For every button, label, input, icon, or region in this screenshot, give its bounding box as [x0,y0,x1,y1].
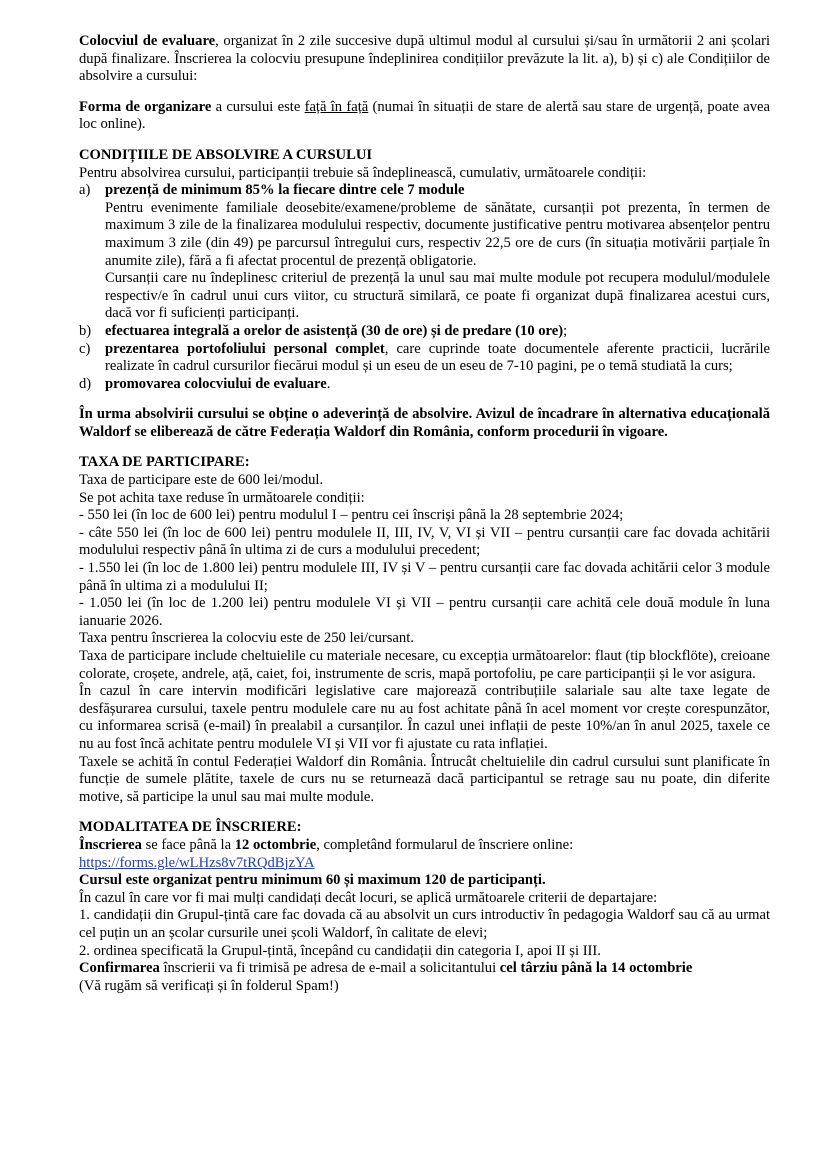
condition-d-rest: . [326,375,331,392]
taxa-line-8: Taxa de participare include cheltuielile cu materiale necesare, cu excepția următoarelor: flaut (tip blockflöte), creioane colorate, croșete, andrele, ață, caiet, foi, instrumente de scris, mapă portofoliu, pe care participanții și le vor asigura. [79,648,771,682]
taxa-line-10: Taxele se achită în contul Federației Waldorf din România. Întrucât cheltuielile din cadrul cursului sunt planificate în funcție de sumele plătite, taxele de curs nu se returnează dacă participantul se retrage sau nu poate, din diferite motive, să participe la unul sau mai multe module. [79,753,770,805]
condition-b [79,323,770,341]
condition-d-bold: promovarea colocviului de evaluare [105,375,327,392]
condition-c-label: c) [79,340,91,357]
confirmare-mid: înscrierii va fi trimisă pe adresa de e-mail a solicitantului [159,960,500,977]
condition-b-label: b) [79,322,92,339]
colocviu-text: , organizat în 2 zile succesive după ultimul modul al cursului și/sau în următorii 2 ani școlari după finalizare. Înscrierea la colocviu presupune îndeplinirea condițiilor prevăzute la lit. a), b) și c) ale Condițiilor de absolvire a cursului: [79,33,771,85]
taxa-line-3: - 550 lei (în loc de 600 lei) pentru modulul I – pentru cei înscriși până la 28 septembrie 2024; [79,507,624,524]
inscriere-bold: Înscrierea [79,836,142,853]
absolvire-heading: CONDIȚIILE DE ABSOLVIRE A CURSULUI [79,146,373,163]
taxa-line-1: Taxa de participare este de 600 lei/modul. [79,472,324,489]
condition-a-p2: Cursanții care nu îndeplinesc criteriul de prezență la unul sau mai multe module pot recupera modulul/modulele respectiv/e în cadrul unui curs viitor, cu structură similară, ce poate fi organizat după finalizarea acestui curs, dacă vor fi suficienți participanți. [105,270,770,322]
inscriere-line-4: 1. candidații din Grupul-țintă care fac dovada că au absolvit un curs introductiv în pedagogia Waldorf sau că au urmat cel puțin un an școlar cursurile unei școli Waldorf, în calitate de elevi; [79,907,770,941]
inscriere-line-6 [79,960,770,978]
condition-a-p1: Pentru evenimente familiale deosebite/examene/probleme de sănătate, cursanții pot prezenta, în termen de maximum 3 zile de la finalizarea modulului respectiv, documente justificative pentru motivarea absențelor pentru maximum 3 zile (din 49) pe parcursul întregului curs, respectiv 22,5 ore de curs (în situația motivării parțiale în anumite zile), fără a fi afectat procentul de prezență obligatorie. [105,199,770,269]
forma-paragraph [79,99,770,134]
taxa-line-6: - 1.050 lei (în loc de 1.200 lei) pentru modulele VI și VII – pentru cursanții care achită cele două module în luna ianuarie 2026. [79,595,770,629]
forma-underline: față în față [304,98,369,115]
condition-a-bold: prezență de minimum 85% la fiecare dintre cele 7 module [105,182,465,199]
condition-a-label: a) [79,182,91,199]
condition-b-rest: ; [563,322,568,339]
condition-c [79,341,770,376]
inscriere-heading: MODALITATEA DE ÎNSCRIERE: [79,819,302,836]
inscriere-rest: , completând formularul de înscriere online: [316,836,574,853]
adeverinta-text: În urma absolvirii cursului se obține o adeverință de absolvire. Avizul de încadrare în alternativa educațională Waldorf se eliberează de către Federația Waldorf din România, conform procedurii în vigoare. [79,406,770,440]
condition-c-bold: prezentarea portofoliului personal complet [105,340,385,357]
forma-mid: a cursului este [211,98,305,115]
inscriere-line-3: În cazul în care vor fi mai mulți candidați decât locuri, se aplică următoarele criterii de departajare: [79,889,658,906]
condition-d [79,376,770,394]
confirmare-bold: Confirmarea [79,960,160,977]
taxa-line-2: Se pot achita taxe reduse în următoarele condiții: [79,489,365,506]
condition-b-bold: efectuarea integrală a orelor de asistență (30 de ore) și de predare (10 ore) [105,322,564,339]
condition-c-rest: , care cuprinde toate documentele aferente practicii, lucrările realizate în cadrul cursurilor fiecărui modul și un eseu de un eseu de 7-10 pagini, pe o temă studiată la curs; [105,340,770,375]
condition-a [79,182,770,323]
inscriere-line-7: (Vă rugăm să verificați și în folderul Spam!) [79,977,339,994]
inscriere-mid: se face până la [141,836,235,853]
inscriere-date: 12 octombrie [234,836,317,853]
inscriere-line-5: 2. ordinea specificată la Grupul-țintă, începând cu candidații din categoria I, apoi II și III. [79,942,601,959]
taxa-line-5: - 1.550 lei (în loc de 1.800 lei) pentru modulele III, IV și V – pentru cursanții care fac dovada achitării celor 3 module până în ultima zi a modulului II; [79,560,770,594]
absolvire-lead: Pentru absolvirea cursului, participanții trebuie să îndeplinească, cumulativ, următoarele condiții: [79,164,647,181]
confirmare-deadline: cel târziu până la 14 octombrie [499,960,693,977]
forma-rest: (numai în situații de stare de alertă sau stare de urgență, poate avea loc online). [79,98,771,133]
taxa-line-7: Taxa pentru înscrierea la colocviu este de 250 lei/cursant. [79,630,414,647]
inscriere-line-2: Cursul este organizat pentru minimum 60 și maximum 120 de participanți. [79,872,546,889]
form-link[interactable]: https://forms.gle/wLHzs8v7tRQdBjzYA [79,854,315,871]
taxa-line-4: - câte 550 lei (în loc de 600 lei) pentru modulele II, III, IV, V, VI și VII – pentru cursanții care fac dovada achitării modulului respectiv până în ultima zi de curs a modulului precedent; [79,524,770,559]
taxa-heading: TAXA DE PARTICIPARE: [79,454,250,471]
colocviu-paragraph [79,33,770,86]
inscriere-line-1 [79,837,770,855]
forma-bold: Forma de organizare [79,98,212,115]
colocviu-bold: Colocviul de evaluare [79,33,216,49]
taxa-line-9: În cazul în care intervin modificări legislative care majorează contribuțiile salariale sau alte taxe legate de desfășurarea cursului, taxele pentru modulele care nu au fost achitate până în acel moment vor crește corespunzător, cu informarea scrisă (e-mail) în prealabil a cursanților. În cazul unei inflații de peste 10%/an în anul 2025, taxele ce nu au fost încă achitate pentru modulele VI și VII vor fi ajustate cu rata inflației. [79,683,770,752]
condition-d-label: d) [79,375,92,392]
adeverinta-paragraph [79,406,770,441]
